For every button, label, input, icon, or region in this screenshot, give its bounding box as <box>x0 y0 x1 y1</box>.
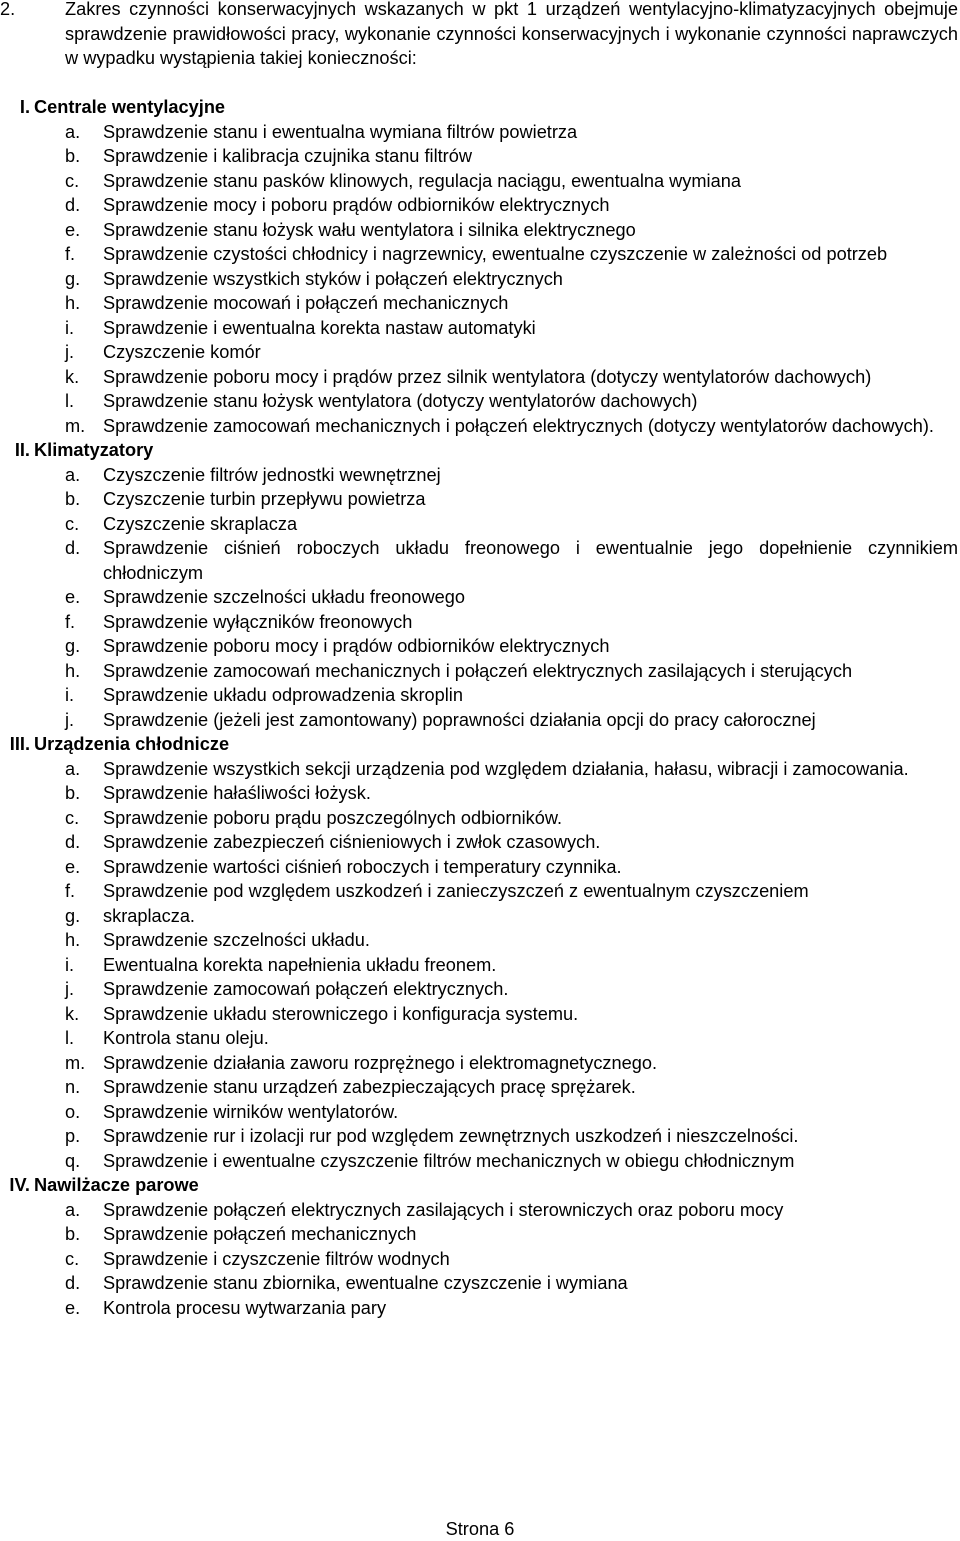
list-item <box>0 144 958 169</box>
list-item-text: Sprawdzenie mocowań i połączeń mechanicznych <box>103 293 509 313</box>
list-item-text: Czyszczenie skraplacza <box>103 513 298 534</box>
list-item <box>0 585 958 610</box>
list-item <box>0 708 958 733</box>
list-item-text: Sprawdzenie rur i izolacji rur pod względem zewnętrznych uszkodzeń i nieszczelności. <box>103 1126 799 1146</box>
list-item <box>0 855 958 880</box>
list-item-text: Sprawdzenie stanu zbiornika, ewentualne czyszczenie i wymiana <box>103 1273 628 1293</box>
sections-list <box>0 95 958 1320</box>
list-item-text: Sprawdzenie połączeń elektrycznych zasilających i sterowniczych oraz poboru mocy <box>103 1199 784 1220</box>
intro-text: Zakres czynności konserwacyjnych wskazanych w pkt 1 urządzeń wentylacyjno-klimatyzacyjnych obejmuje sprawdzenie prawidłowości pracy, wykonanie czynności konserwacyjnych i wykonanie czynności naprawczych w wypadku wystąpienia takiej konieczności: <box>65 0 958 68</box>
list-item-text: Sprawdzenie wyłączników freonowych <box>103 611 413 632</box>
list-item-letter: m. <box>65 1052 86 1073</box>
section-heading <box>0 95 958 120</box>
list-item-letter: l. <box>65 391 75 411</box>
list-item <box>0 806 958 831</box>
list-item-letter: f. <box>65 881 76 901</box>
list-item-letter: a. <box>65 464 81 485</box>
list-item-text: Sprawdzenie stanu i ewentualna wymiana filtrów powietrza <box>103 121 578 142</box>
list-item-letter: h. <box>65 930 81 950</box>
list-item-text: Sprawdzenie (jeżeli jest zamontowany) poprawności działania opcji do pracy całorocznej <box>103 709 816 730</box>
list-item-text: Sprawdzenie wartości ciśnień roboczych i temperatury czynnika. <box>103 856 622 877</box>
list-item-text: Sprawdzenie połączeń mechanicznych <box>103 1224 417 1244</box>
list-item <box>0 365 958 390</box>
list-item-letter: f. <box>65 244 76 264</box>
list-item <box>0 610 958 635</box>
list-item-letter: b. <box>65 783 81 803</box>
list-item-letter: f. <box>65 611 76 632</box>
list-item <box>0 1075 958 1100</box>
list-item <box>0 1247 958 1272</box>
list-item-text: Sprawdzenie poboru mocy i prądów przez silnik wentylatora (dotyczy wentylatorów dachowych) <box>103 366 872 387</box>
list-item <box>0 1296 958 1321</box>
list-item-letter: j. <box>65 979 75 999</box>
list-item <box>0 1149 958 1174</box>
list-item-text: Czyszczenie turbin przepływu powietrza <box>103 489 426 509</box>
list-item-letter: h. <box>65 660 81 681</box>
list-item-letter: c. <box>65 1248 80 1269</box>
list-item <box>0 1124 958 1149</box>
list-item <box>0 536 958 585</box>
list-item <box>0 414 958 439</box>
list-item-letter: o. <box>65 1101 81 1122</box>
list-item <box>0 928 958 953</box>
list-item <box>0 904 958 929</box>
list-item-text: Sprawdzenie szczelności układu. <box>103 930 370 950</box>
list-item <box>0 659 958 684</box>
list-item-text: Sprawdzenie wszystkich sekcji urządzenia pod względem działania, hałasu, wibracji i zamocowania. <box>103 758 909 779</box>
list-item-letter: b. <box>65 489 81 509</box>
list-item-text: Kontrola stanu oleju. <box>103 1028 269 1048</box>
list-item-text: Sprawdzenie stanu urządzeń zabezpieczających pracę sprężarek. <box>103 1077 636 1097</box>
list-item <box>0 830 958 855</box>
intro-number: 2. <box>0 0 16 19</box>
list-item <box>0 757 958 782</box>
list-item <box>0 1051 958 1076</box>
list-item-letter: d. <box>65 832 81 852</box>
list-item <box>0 879 958 904</box>
list-item <box>0 487 958 512</box>
list-item-letter: p. <box>65 1126 81 1146</box>
list-item-letter: c. <box>65 170 80 191</box>
list-item-text: Sprawdzenie wszystkich styków i połączeń elektrycznych <box>103 268 563 289</box>
list-item-text: Sprawdzenie i ewentualne czyszczenie filtrów mechanicznych w obiegu chłodnicznym <box>103 1150 795 1171</box>
list-item-letter: b. <box>65 1224 81 1244</box>
list-item-letter: q. <box>65 1150 81 1171</box>
section-title: Urządzenia chłodnicze <box>34 734 230 754</box>
list-item-letter: a. <box>65 121 81 142</box>
list-item-text: Sprawdzenie stanu łożysk wału wentylatora i silnika elektrycznego <box>103 219 636 240</box>
list-item <box>0 1100 958 1125</box>
list-item <box>0 977 958 1002</box>
intro-paragraph <box>0 0 958 71</box>
list-item <box>0 218 958 243</box>
list-item-text: Sprawdzenie zamocowań mechanicznych i połączeń elektrycznych zasilających i sterujących <box>103 660 853 681</box>
section-number: III. <box>9 734 30 754</box>
list-item-text: skraplacza. <box>103 905 195 926</box>
list-item-letter: c. <box>65 513 80 534</box>
list-item-text: Sprawdzenie ciśnień roboczych układu freonowego i ewentualnie jego dopełnienie czynnikiem chłodniczym <box>103 538 958 583</box>
list-item-text: Sprawdzenie poboru mocy i prądów odbiorników elektrycznych <box>103 636 610 656</box>
list-item <box>0 267 958 292</box>
section-heading <box>0 1173 958 1198</box>
list-item-letter: c. <box>65 807 80 828</box>
list-item <box>0 634 958 659</box>
list-item-text: Sprawdzenie szczelności układu freonowego <box>103 587 465 607</box>
list-item <box>0 316 958 341</box>
list-item <box>0 1002 958 1027</box>
list-item-letter: g. <box>65 268 81 289</box>
list-item-text: Sprawdzenie hałaśliwości łożysk. <box>103 783 371 803</box>
list-item-text: Sprawdzenie stanu łożysk wentylatora (dotyczy wentylatorów dachowych) <box>103 391 698 411</box>
list-item-letter: j. <box>65 342 75 362</box>
list-item <box>0 120 958 145</box>
list-item-text: Kontrola procesu wytwarzania pary <box>103 1297 387 1318</box>
section-number: IV. <box>9 1175 30 1195</box>
list-item <box>0 291 958 316</box>
list-item-letter: d. <box>65 538 81 558</box>
list-item <box>0 340 958 365</box>
list-item <box>0 389 958 414</box>
list-item-letter: g. <box>65 905 81 926</box>
list-item <box>0 463 958 488</box>
list-item-text: Sprawdzenie wirników wentylatorów. <box>103 1101 399 1122</box>
list-item-letter: i. <box>65 954 75 975</box>
page-number: Strona 6 <box>445 1519 515 1539</box>
list-item-text: Sprawdzenie układu sterowniczego i konfiguracja systemu. <box>103 1003 579 1024</box>
list-item <box>0 1198 958 1223</box>
list-item <box>0 512 958 537</box>
list-item-text: Sprawdzenie działania zaworu rozprężnego i elektromagnetycznego. <box>103 1052 658 1073</box>
list-item-text: Sprawdzenie pod względem uszkodzeń i zanieczyszczeń z ewentualnym czyszczeniem <box>103 881 809 901</box>
list-item-letter: e. <box>65 219 81 240</box>
list-item <box>0 1222 958 1247</box>
list-item <box>0 169 958 194</box>
list-item <box>0 1271 958 1296</box>
list-item-text: Sprawdzenie i czyszczenie filtrów wodnych <box>103 1248 450 1269</box>
list-item-letter: b. <box>65 146 81 166</box>
list-item-text: Sprawdzenie i ewentualna korekta nastaw automatyki <box>103 317 536 338</box>
list-item-letter: i. <box>65 317 75 338</box>
section-title: Nawilżacze parowe <box>34 1175 199 1195</box>
section-number: II. <box>14 440 30 460</box>
list-item-text: Sprawdzenie czystości chłodnicy i nagrzewnicy, ewentualne czyszczenie w zależności od potrzeb <box>103 244 888 264</box>
list-item-text: Sprawdzenie mocy i poboru prądów odbiorników elektrycznych <box>103 195 610 215</box>
list-item-letter: d. <box>65 195 81 215</box>
list-item-letter: k. <box>65 1003 80 1024</box>
list-item-letter: a. <box>65 758 81 779</box>
list-item <box>0 242 958 267</box>
list-item-text: Sprawdzenie układu odprowadzenia skroplin <box>103 685 463 705</box>
section-heading <box>0 438 958 463</box>
list-item-letter: j. <box>65 709 75 730</box>
list-item-letter: e. <box>65 1297 81 1318</box>
list-item-text: Sprawdzenie zamocowań połączeń elektrycznych. <box>103 979 509 999</box>
list-item-letter: n. <box>65 1077 81 1097</box>
list-item-text: Sprawdzenie poboru prądu poszczególnych odbiorników. <box>103 807 563 828</box>
list-item-letter: l. <box>65 1028 75 1048</box>
list-item-letter: h. <box>65 293 81 313</box>
section-number: I. <box>19 97 30 117</box>
list-item-text: Ewentualna korekta napełnienia układu freonem. <box>103 954 497 975</box>
list-item-letter: a. <box>65 1199 81 1220</box>
page-footer <box>0 1517 960 1541</box>
list-item-text: Sprawdzenie i kalibracja czujnika stanu filtrów <box>103 146 472 166</box>
list-item-letter: e. <box>65 587 81 607</box>
list-item <box>0 1026 958 1051</box>
list-item-letter: d. <box>65 1273 81 1293</box>
section-title: Centrale wentylacyjne <box>34 97 226 117</box>
list-item <box>0 193 958 218</box>
list-item-text: Czyszczenie filtrów jednostki wewnętrznej <box>103 464 441 485</box>
list-item <box>0 953 958 978</box>
section-heading <box>0 732 958 757</box>
list-item <box>0 781 958 806</box>
list-item-letter: m. <box>65 415 86 436</box>
list-item <box>0 683 958 708</box>
list-item-letter: i. <box>65 685 75 705</box>
list-item-text: Sprawdzenie zabezpieczeń ciśnieniowych i zwłok czasowych. <box>103 832 601 852</box>
list-item-text: Sprawdzenie stanu pasków klinowych, regulacja naciągu, ewentualna wymiana <box>103 170 741 191</box>
list-item-letter: k. <box>65 366 80 387</box>
section-title: Klimatyzatory <box>34 440 154 460</box>
list-item-letter: e. <box>65 856 81 877</box>
list-item-text: Sprawdzenie zamocowań mechanicznych i połączeń elektrycznych (dotyczy wentylatorów dachowych). <box>103 415 934 436</box>
list-item-letter: g. <box>65 636 81 656</box>
list-item-text: Czyszczenie komór <box>103 342 261 362</box>
